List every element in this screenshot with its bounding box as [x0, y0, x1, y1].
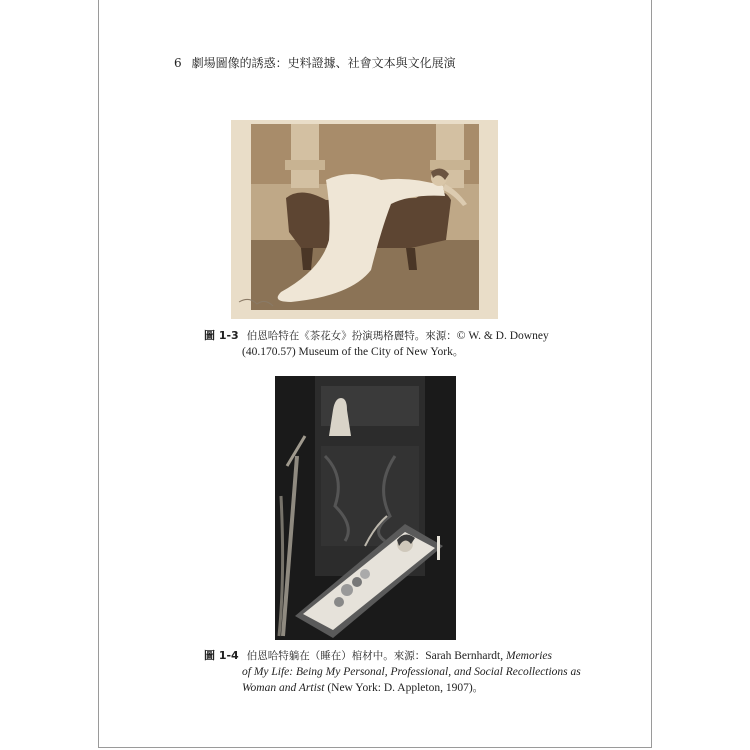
figure-1-3-illustration — [231, 120, 498, 319]
book-title: 劇場圖像的誘惑：史料證據、社會文本與文化展演 — [191, 56, 456, 70]
caption-end-mark: 。 — [452, 346, 464, 358]
figure-1-3-photo — [231, 120, 498, 319]
caption-credit: © W. & D. Downey — [456, 330, 549, 342]
figure-1-3-caption — [204, 328, 549, 360]
figure-label: 圖 1-3 — [204, 329, 239, 342]
caption-publication: (New York: D. Appleton, 1907) — [324, 682, 473, 694]
figure-1-4-caption — [204, 648, 581, 696]
caption-text: 伯恩哈特躺在（睡在）棺材中。來源： — [246, 650, 426, 662]
figure-1-4-illustration — [275, 376, 456, 640]
caption-title-part2: of My Life: Being My Personal, Professional, and Social Recollections as — [242, 666, 581, 678]
caption-title-part1: Memories — [506, 650, 552, 662]
figure-label: 圖 1-4 — [204, 649, 239, 662]
caption-title-part3: Woman and Artist — [242, 682, 325, 694]
caption-source: (40.170.57) Museum of the City of New York — [242, 346, 453, 358]
caption-author: Sarah Bernhardt, — [425, 650, 506, 662]
caption-text: 伯恩哈特在《茶花女》扮演瑪格麗特。來源： — [246, 330, 457, 342]
caption-end-mark: 。 — [472, 682, 484, 694]
figure-1-4-photo — [275, 376, 456, 640]
running-head — [174, 54, 456, 71]
page-number: 6 — [174, 56, 182, 70]
